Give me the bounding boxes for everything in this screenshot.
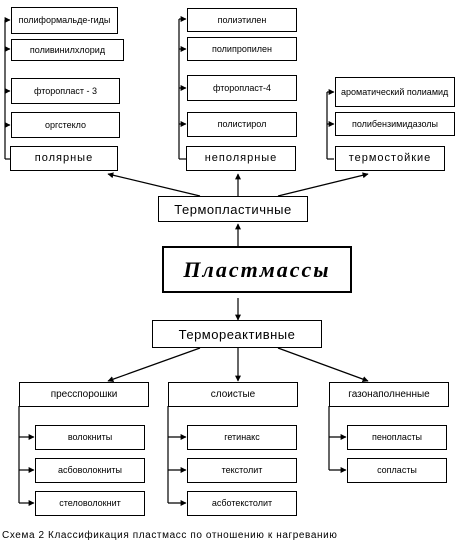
item-aromatic-polyamide: ароматический полиамид	[335, 77, 455, 107]
item-sponge-plastics: сопласты	[347, 458, 447, 483]
item-polyethylene: полиэтилен	[187, 8, 297, 32]
root-plastics: Пластмассы	[162, 246, 352, 293]
item-plexiglass: оргстекло	[11, 112, 120, 138]
item-foam-plastics: пенопласты	[347, 425, 447, 450]
group-heat-resistant: термостойкие	[335, 146, 445, 171]
item-textolite: текстолит	[187, 458, 297, 483]
group-polar: полярные	[10, 146, 118, 171]
item-polystyrene: полистирол	[187, 112, 297, 137]
item-fiber-compound: волокниты	[35, 425, 145, 450]
item-polybenzimidazoles: полибензимидазолы	[335, 112, 455, 136]
item-asbotextolite: асботекстолит	[187, 491, 297, 516]
category-thermoset: Термореактивные	[152, 320, 322, 348]
group-layered: слоистые	[168, 382, 298, 407]
item-fluoroplast-3: фторопласт - 3	[11, 78, 120, 104]
group-press-powders: пресспорошки	[19, 382, 149, 407]
item-getinax: гетинакс	[187, 425, 297, 450]
item-polyvinyl-chloride: поливинилхлорид	[11, 39, 124, 61]
item-polypropylene: полипропилен	[187, 37, 297, 61]
item-polyformaldehydes: полиформальде-гиды	[11, 7, 118, 34]
category-thermoplastic: Термопластичные	[158, 196, 308, 222]
item-glass-fiber-compound: стеловолокнит	[35, 491, 145, 516]
group-gas-filled: газонаполненные	[329, 382, 449, 407]
figure-caption: Схема 2 Классификация пластмасс по отношению к нагреванию	[2, 530, 338, 541]
item-asbestos-fiber-compound: асбоволокниты	[35, 458, 145, 483]
group-nonpolar: неполярные	[186, 146, 296, 171]
item-fluoroplast-4: фторопласт-4	[187, 75, 297, 101]
